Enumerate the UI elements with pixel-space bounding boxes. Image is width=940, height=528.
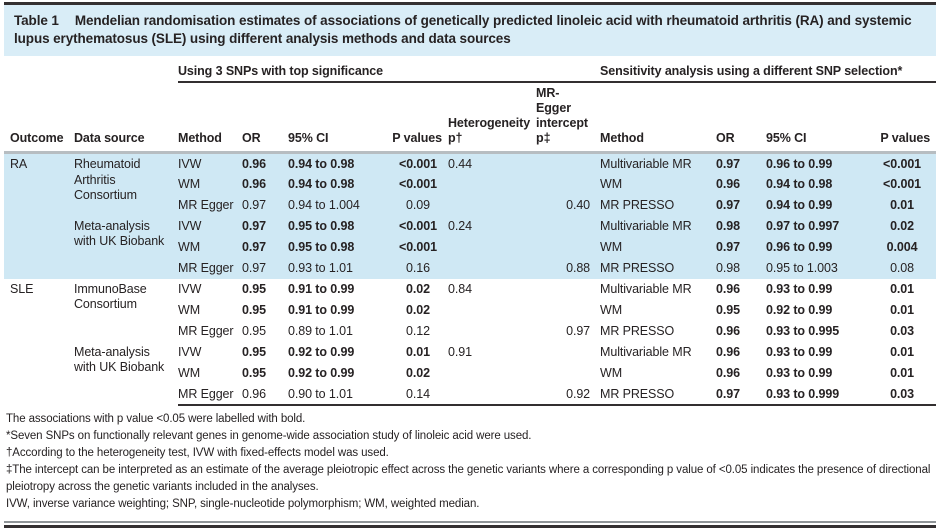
cell-p2: 0.01	[890, 365, 915, 380]
cell-ci: 0.93 to 1.01	[288, 258, 392, 279]
cell-method2: Multivariable MR	[600, 344, 692, 359]
cell-or: 0.97	[242, 258, 288, 279]
cell-ci2: 0.93 to 0.99	[766, 344, 833, 359]
footnote-asterisk: *Seven SNPs on functionally relevant genes in genome-wide association study of linoleic acid were used.	[6, 429, 532, 442]
cell-method: IVW	[178, 216, 242, 237]
table-row	[4, 153, 936, 174]
cell-het	[448, 195, 536, 216]
cell-ci: 0.94 to 0.98	[288, 153, 392, 174]
cell-ci2: 0.93 to 0.995	[766, 323, 840, 338]
cell-method: MR Egger	[178, 323, 234, 338]
table-figure	[4, 2, 936, 528]
cell-het	[448, 237, 536, 258]
cell-p: <0.001	[392, 216, 448, 237]
cell-p: <0.001	[392, 237, 448, 258]
cell-ci: 0.90 to 1.01	[288, 384, 392, 405]
column-header-row	[4, 82, 936, 153]
cell-p: 0.02	[406, 302, 430, 317]
cell-p: 0.14	[392, 384, 448, 405]
group-header-egger-rule	[536, 62, 600, 82]
cell-egger: 0.92	[536, 384, 600, 405]
table-row	[4, 342, 936, 363]
cell-ci2: 0.94 to 0.99	[766, 195, 872, 216]
cell-or2: 0.97	[716, 195, 766, 216]
cell-method2: Multivariable MR	[600, 216, 716, 237]
cell-ci2: 0.95 to 1.003	[766, 258, 872, 279]
cell-ci: 0.91 to 0.99	[288, 281, 355, 296]
cell-method: WM	[178, 302, 201, 317]
col-ci-2: 95% CI	[766, 82, 872, 153]
cell-method: IVW	[178, 153, 242, 174]
cell-p2: 0.02	[872, 216, 936, 237]
table-number: Table 1	[14, 13, 59, 28]
cell-het	[448, 174, 536, 195]
table-row	[4, 216, 936, 237]
cell-p: 0.12	[406, 323, 430, 338]
cell-ci: 0.95 to 0.98	[288, 216, 392, 237]
cell-egger: 0.97	[566, 323, 591, 338]
cell-method: WM	[178, 365, 201, 380]
cell-het	[448, 384, 536, 405]
group-header-row	[4, 62, 936, 82]
cell-ci: 0.92 to 0.99	[288, 365, 355, 380]
cell-het	[448, 363, 536, 384]
cell-ci: 0.95 to 0.98	[288, 237, 392, 258]
cell-method2: WM	[600, 174, 716, 195]
cell-egger	[536, 216, 600, 237]
col-method-1: Method	[178, 82, 242, 153]
cell-or: 0.96	[242, 384, 288, 405]
cell-or2: 0.96	[716, 281, 740, 296]
cell-or2: 0.97	[716, 153, 766, 174]
cell-het: 0.24	[448, 216, 536, 237]
cell-or: 0.95	[242, 344, 266, 359]
table-caption-bar	[4, 5, 936, 56]
cell-egger	[536, 279, 600, 300]
cell-or: 0.97	[242, 195, 288, 216]
cell-egger	[536, 300, 600, 321]
cell-p2: 0.01	[890, 302, 915, 317]
cell-or2: 0.96	[716, 323, 740, 338]
cell-or: 0.96	[242, 174, 288, 195]
cell-ci: 0.94 to 0.98	[288, 174, 392, 195]
cell-or: 0.95	[242, 365, 266, 380]
cell-method2: WM	[600, 365, 623, 380]
cell-or: 0.96	[242, 153, 288, 174]
cell-method: MR Egger	[178, 384, 242, 405]
cell-or2: 0.98	[716, 216, 766, 237]
cell-ci2: 0.94 to 0.98	[766, 174, 872, 195]
cell-method: IVW	[178, 344, 202, 359]
cell-p2: 0.004	[872, 237, 936, 258]
cell-ci2: 0.93 to 0.999	[766, 384, 872, 405]
footnote-double-dagger: ‡The intercept can be interpreted as an estimate of the average pleiotropic effect across the genetic variants where a corresponding p value of <0.05 indicates the presence of directional pleiotropy across the genetic variants included in the analyses.	[6, 463, 931, 493]
cell-outcome: RA	[4, 153, 74, 279]
col-outcome: Outcome	[4, 82, 74, 153]
cell-ci: 0.91 to 0.99	[288, 302, 355, 317]
cell-het: 0.91	[448, 344, 472, 359]
cell-method: MR Egger	[178, 258, 242, 279]
cell-egger: 0.40	[536, 195, 600, 216]
cell-method: IVW	[178, 281, 202, 296]
cell-or2: 0.98	[716, 258, 766, 279]
cell-ci: 0.89 to 1.01	[288, 323, 353, 338]
cell-or: 0.95	[242, 323, 266, 338]
mr-estimates-table	[4, 62, 936, 406]
table-header	[4, 62, 936, 153]
cell-het: 0.84	[448, 281, 472, 296]
cell-p2: <0.001	[872, 174, 936, 195]
col-or-2: OR	[716, 82, 766, 153]
cell-p: <0.001	[392, 174, 448, 195]
cell-het	[448, 300, 536, 321]
cell-or: 0.97	[242, 216, 288, 237]
cell-method2: MR PRESSO	[600, 258, 716, 279]
col-or-1: OR	[242, 82, 288, 153]
cell-p2: 0.03	[872, 384, 936, 405]
cell-p: <0.001	[392, 153, 448, 174]
cell-egger: 0.88	[536, 258, 600, 279]
cell-egger	[536, 237, 600, 258]
cell-method: WM	[178, 174, 242, 195]
cell-or2: 0.97	[716, 384, 766, 405]
cell-egger	[536, 363, 600, 384]
col-egger-intercept: MR-Egger intercept p‡	[536, 82, 600, 153]
col-pvalues-1: P values	[392, 82, 448, 153]
cell-ci: 0.94 to 1.004	[288, 195, 392, 216]
cell-het: 0.44	[448, 153, 536, 174]
cell-egger	[536, 342, 600, 363]
group-header-sensitivity: Sensitivity analysis using a different SNP selection*	[600, 62, 936, 82]
col-pvalues-2: P values	[872, 82, 936, 153]
col-method-2: Method	[600, 82, 716, 153]
cell-het	[448, 321, 536, 342]
footnote-dagger: †According to the heterogeneity test, IVW with fixed-effects model was used.	[6, 446, 389, 459]
col-data-source: Data source	[74, 82, 178, 153]
cell-egger	[536, 174, 600, 195]
cell-or: 0.95	[242, 302, 266, 317]
cell-ci2: 0.93 to 0.99	[766, 365, 833, 380]
cell-or2: 0.95	[716, 302, 740, 317]
cell-or: 0.97	[242, 237, 288, 258]
cell-method2: Multivariable MR	[600, 281, 692, 296]
cell-p: 0.09	[392, 195, 448, 216]
cell-method2: MR PRESSO	[600, 323, 675, 338]
cell-p2: 0.03	[890, 323, 915, 338]
bottom-rule-thin	[4, 521, 936, 523]
cell-or2: 0.96	[716, 344, 740, 359]
cell-p2: 0.01	[890, 281, 915, 296]
cell-p: 0.02	[406, 281, 430, 296]
cell-source: Rheumatoid Arthritis Consortium	[74, 153, 178, 216]
footnotes	[4, 406, 936, 519]
cell-or2: 0.96	[716, 174, 766, 195]
table-body	[4, 153, 936, 405]
cell-ci2: 0.96 to 0.99	[766, 237, 872, 258]
cell-p2: 0.01	[890, 344, 915, 359]
cell-p: 0.16	[392, 258, 448, 279]
cell-source: ImmunoBase Consortium	[74, 281, 147, 311]
cell-method: WM	[178, 237, 242, 258]
group-header-primary: Using 3 SNPs with top significance	[178, 62, 536, 82]
cell-p2: 0.01	[872, 195, 936, 216]
cell-p2: 0.08	[872, 258, 936, 279]
cell-p: 0.01	[406, 344, 430, 359]
col-heterogeneity: Heterogeneity p†	[448, 82, 536, 153]
cell-het	[448, 258, 536, 279]
footnote-abbreviations: IVW, inverse variance weighting; SNP, single-nucleotide polymorphism; WM, weighted median.	[6, 497, 480, 510]
cell-method: MR Egger	[178, 195, 242, 216]
cell-ci: 0.92 to 0.99	[288, 344, 355, 359]
cell-p: 0.02	[406, 365, 430, 380]
col-ci-1: 95% CI	[288, 82, 392, 153]
cell-ci2: 0.93 to 0.99	[766, 281, 833, 296]
cell-ci2: 0.96 to 0.99	[766, 153, 872, 174]
cell-ci2: 0.97 to 0.997	[766, 216, 872, 237]
group-header-empty	[4, 62, 178, 82]
cell-p2: <0.001	[872, 153, 936, 174]
bottom-rule-thick	[4, 525, 936, 528]
cell-or2: 0.97	[716, 237, 766, 258]
cell-or2: 0.96	[716, 365, 740, 380]
footnote-bold-rule: The associations with p value <0.05 were labelled with bold.	[6, 412, 306, 425]
cell-method2: Multivariable MR	[600, 153, 716, 174]
cell-method2: MR PRESSO	[600, 195, 716, 216]
cell-method2: MR PRESSO	[600, 384, 716, 405]
cell-outcome: SLE	[10, 281, 34, 296]
table-title: Mendelian randomisation estimates of associations of genetically predicted linoleic acid with rheumatoid arthritis (RA) and systemic lupus erythematosus (SLE) using different analysis methods and data sources	[14, 13, 912, 46]
table-row	[4, 279, 936, 300]
cell-ci2: 0.92 to 0.99	[766, 302, 833, 317]
cell-egger	[536, 153, 600, 174]
cell-source: Meta-analysis with UK Biobank	[74, 216, 178, 279]
cell-or: 0.95	[242, 281, 266, 296]
cell-method2: WM	[600, 237, 716, 258]
cell-method2: WM	[600, 302, 623, 317]
cell-source: Meta-analysis with UK Biobank	[74, 344, 165, 374]
